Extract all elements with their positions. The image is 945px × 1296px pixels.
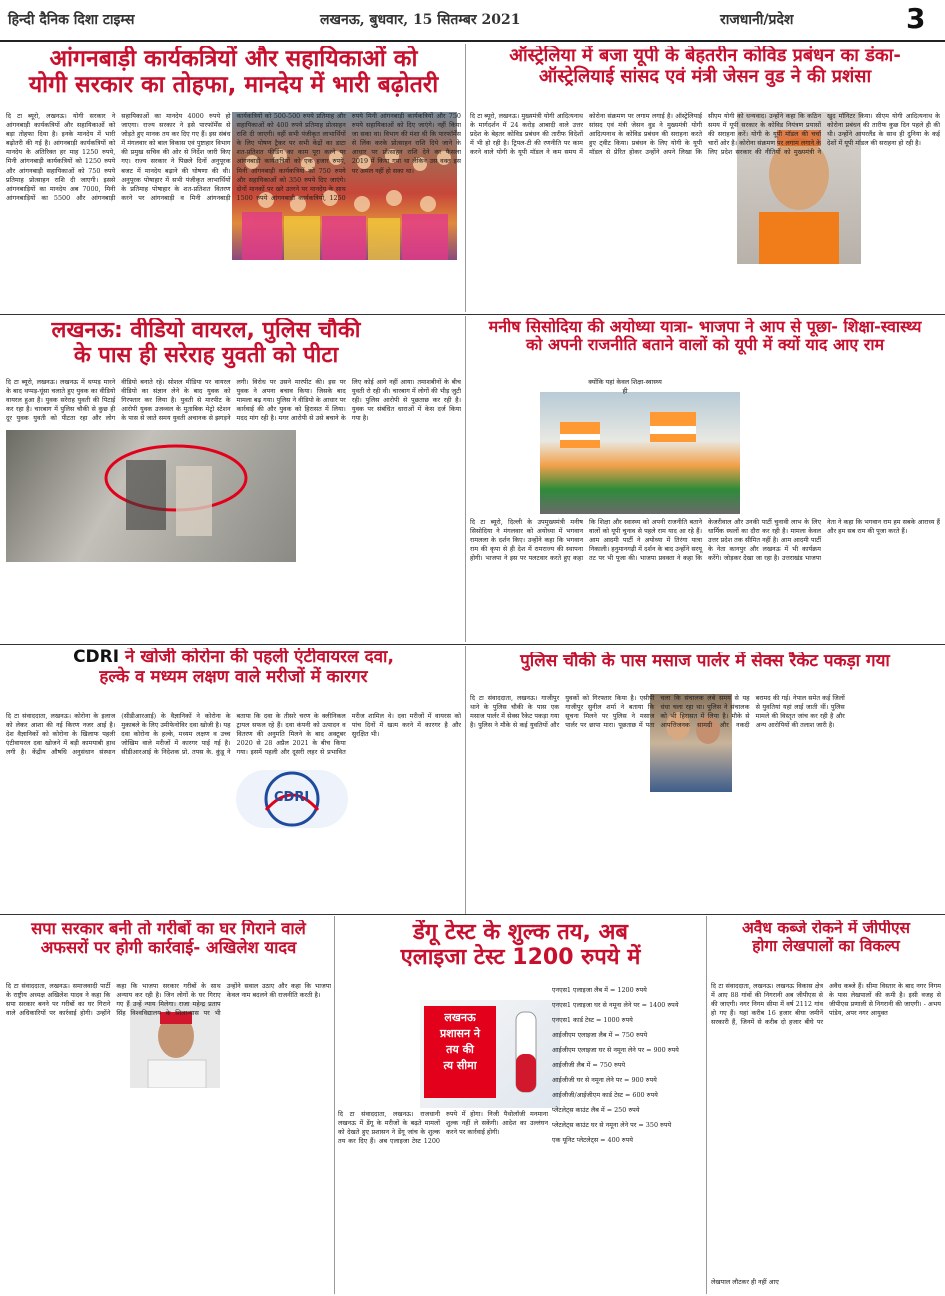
story2-headline-line1: ऑस्ट्रेलिया में बजा यूपी के बेहतरीन कोविड प्रबंधन का डंका- [509, 46, 901, 66]
story1-headline-line1: आंगनबाड़ी कार्यकत्रियों और सहायिकाओं को [49, 46, 418, 72]
story9-body: दि टा संवाददाता, लखनऊ। लखनऊ विकास क्षेत्र में आए 88 गांवों की निगरानी अब जीपीएस से की जाएगी। नगर निगम सीमा में वर्ष 2112 गांव हो गए हैं। यहां करीब 16 हजार बीघा जमीनें सरकारी हैं, जिनमें से करीब दो हजार बीघे पर अवैध कब्जे हैं। सीमा विस्तार के बाद नगर निगम के पास लेखपालों की कमी है। इसी वजह से जीपीएस प्रणाली से निगरानी की जाएगी। - अभय पांडेय, अपर नगर आयुक्त [711, 982, 941, 1027]
story8-headline-line2: एलाइजा टेस्ट 1200 रुपये में [400, 945, 641, 971]
story8-headline-line1: डेंगू टेस्ट के शुल्क तय, अब [413, 920, 628, 945]
rate-item: आईजीएम एलाइजा घर से नमूना लेने पर = 900 रुपये [552, 1045, 679, 1054]
story6-headline-text: पुलिस चौकी के पास मसाज पार्लर में सेक्स रैकेट पकड़ा गया [520, 652, 890, 671]
story9-footer-note: लेखपाल लौटकर ही नहीं आए [711, 1278, 779, 1286]
story4-headline [470, 318, 940, 374]
story6-headline [470, 652, 940, 686]
rally-image [540, 392, 740, 514]
page-number: 3 [906, 2, 926, 35]
stamp-box [424, 1006, 496, 1098]
story5-headline-line2: हल्के व मध्यम लक्षण वाले मरीजों में कारगर [99, 666, 368, 687]
story1-body: दि टा ब्यूरो, लखनऊ। योगी सरकार ने आंगनबाड़ी कार्यकत्रियों और सहायिकाओं को बड़ा तोहफा दिया है। इनके मानदेय में भारी बढ़ोतरी की गई है। आंगनबाड़ी कार्यकत्रियों को मानदेय के अतिरिक्त हर माह 1250 रुपये, मिनी आंगनबाड़ी कार्यकत्रियों को 1250 रुपये और आंगनबाड़ी सहायिकाओं को 750 रुपये प्रतिमाह प्रोत्साहन राशि दी जाएगी। इससे आंगनबाड़ियों का मानदेय अब 7000, मिनी आंगनबाड़ियों का 5500 और आंगनबाड़ी सहायिकाओं का मानदेय 4000 रुपये हो जाएगा। राज्य सरकार ने इसे पारफॉर्मेंस से जोड़ते हुए मानक तय कर दिए गए हैं। इस संबंध में मंगलवार को बाल विकास एवं पुष्टाहार विभाग की प्रमुख सचिव की ओर से निर्देश जारी किए गए। राज्य सरकार ने पिछले दिनों अनुपूरक बजट में मानदेय बढ़ाने की घोषणा की थी। अनुपूरक पोषाहार में सभी पंजीकृत लाभार्थियों के प्रतिमाह पोषाहार के शत-प्रतिशत वितरण करने पर आंगनबाड़ी व मिनी आंगनबाड़ी कार्यकत्रियों को 500-500 रुपये प्रतिमाह और सहायिकाओं को 400 रुपये प्रतिमाह प्रोत्साहन राशि दी जाएगी। वहीं सभी पंजीकृत लाभार्थियों के लिए पोषण ट्रैकर पर सभी केंद्रों का डाटा शत-प्रतिशत फीडिंग का काम पूरा करने पर आंगनबाड़ी कार्यकत्रियों को एक हजार रुपये, मिनी आंगनबाड़ी कार्यकत्रियों को 750 रुपये और सहायिकाओं को 350 रुपये दिए जाएंगे। दोनों मानकों पर खरे उतरने पर मानदेय के साथ 1500 रुपये आंगनबाड़ी कार्यकत्रियों, 1250 रुपये मिनी आंगनबाड़ी कार्यकत्रियों और 750 रुपये सहायिकाओं को दिए जाएंगे। नहीं किया जा सका था। विभाग की मंशा थी कि पारफॉर्मेंस से लिंक करके प्रोत्साहन राशि दिये जाने के आधार पर प्रोत्साहन राशि देने का फैसला 2019 में किया गया था लेकिन उस वक्त इस पर अमल नहीं हो सका था। [6, 112, 461, 202]
rate-item: आईजीजी/आईजीएम कार्ड टेस्ट = 600 रुपये [552, 1090, 658, 1099]
date-line: लखनऊ, बुधवार, 15 सितम्बर 2021 [320, 12, 521, 28]
rate-item: एनएस1 एलाइजा घर से नमूना लेने पर = 1400 रुपये [552, 1000, 679, 1009]
rate-item: प्लेटलेट्स काउंट घर से नमूना लेने पर = 350 रुपये [552, 1120, 672, 1129]
stamp-line3: तय की [446, 1042, 474, 1056]
story4-body: दि टा ब्यूरो, दिल्ली के उपमुख्यमंत्री मनीष सिसोदिया ने मंगलवार को अयोध्या में भगवान रामलला के दर्शन किए। उन्होंने कहा कि भगवान राम की कृपा से ही देश में रामराज्य की स्थापना होगी। भाजपा ने इस पर पलटवार करते हुए कहा कि शिक्षा और स्वास्थ्य को अपनी राजनीति बताने वालों को यूपी चुनाव से पहले राम याद आ रहे हैं। आम आदमी पार्टी ने अयोध्या में तिरंगा यात्रा निकाली। हनुमानगढ़ी में दर्शन के बाद उन्होंने सरयू तट पर भी पूजा की। भाजपा प्रवक्ता ने कहा कि केजरीवाल और उनकी पार्टी चुनावी लाभ के लिए धार्मिक स्थलों का दौरा कर रही है। मामला केवल उत्तर प्रदेश तक सीमित नहीं है। आम आदमी पार्टी के नेता कानपुर और लखनऊ में भी कार्यक्रम करेंगे। जोड़कर देखा जा रहा है। उत्तराखंड भाजपा नेता ने कहा कि भगवान राम हम सबके आराध्य हैं और हम सब राम की पूजा करते हैं। [470, 518, 940, 563]
story9-headline-line2: होगा लेखपालों का विकल्प [752, 936, 900, 955]
rate-item: आईजीजी लैब में = 750 रुपये [552, 1060, 626, 1069]
story7-headline-line2: अफसरों पर होगी कार्रवाई- अखिलेश यादव [40, 937, 297, 957]
story9-headline [711, 920, 941, 978]
story1-headline [6, 46, 461, 106]
stamp-line2: प्रशासन ने [439, 1026, 481, 1040]
story8-headline [338, 920, 703, 984]
story7-headline-line1: सपा सरकार बनी तो गरीबों का घर गिराने वाले [31, 920, 306, 938]
story8-rates [552, 986, 702, 1290]
stamp-line1: लखनऊ [444, 1011, 476, 1024]
story8-body: दि टा संवाददाता, लखनऊ। राजधानी लखनऊ में डेंगू के मरीजों के बढ़ते मामलों को देखते हुए प्रशासन ने डेंगू जांच के शुल्क तय कर दिए हैं। अब एलाइजा टेस्ट 1200 रुपये में होगा। निजी पैथोलॉजी मनमाना शुल्क नहीं ले सकेंगी। आदेश का उल्लंघन करने पर कार्रवाई होगी। [338, 1110, 548, 1146]
story3-headline [6, 318, 406, 374]
masthead [0, 0, 945, 42]
story2-headline-line2: ऑस्ट्रेलियाई सांसद एवं मंत्री जेसन वुड ने की प्रशंसा [538, 65, 872, 87]
stamp-line4: त्य सीमा [443, 1058, 477, 1072]
story4-headline-line1: मनीष सिसोदिया की अयोध्या यात्रा- भाजपा ने आप से पूछा- शिक्षा-स्वास्थ्य [488, 318, 922, 336]
rate-item: प्लेटलेट्स काउंट लैब में = 250 रुपये [552, 1105, 640, 1114]
rate-item: एनएस1 कार्ड टेस्ट = 1000 रुपये [552, 1015, 633, 1024]
story2-body: दि टा ब्यूरो, लखनऊ। मुख्यमंत्री योगी आदित्यनाथ के मार्गदर्शन में 24 करोड़ आबादी वाले उत्तर प्रदेश के बेहतर कोविड प्रबंधन की तारीफ विदेशों में भी हो रही है। ट्रिपल-टी की रणनीति पर काम करने वाले योगी के यूपी मॉडल ने कम समय में कोरोना संक्रमण पर लगाम लगाई है। ऑस्ट्रेलियाई सांसद एवं मंत्री जेसन वुड ने मुख्यमंत्री योगी आदित्यनाथ के कोविड प्रबंधन की सराहना करते हुए ट्वीट किया। प्रबंधन के लिए योगी के यूपी मॉडल से प्रेरित होकर उन्होंने अपने लिखा कि सीएम योगी को धन्यवाद। उन्होंने कहा कि कठिन समय में यूपी सरकार के कोविड नियंत्रण प्रयासों की सराहना करें। योगी के यूपी मॉडल की चर्चा चारों ओर है। कोरोना संक्रमण पर लगाम लगाने के लिए प्रदेश सरकार की नीतियों को मुख्यमंत्री ने खुद मॉनिटर किया। सीएम योगी आदित्यनाथ के कोरोना प्रबंधन की तारीफ कुछ दिन पहले ही की थी। उन्होंने आयरलैंड के साथ ही दुनिया के कई देशों में यूपी मॉडल की सराहना हो रही है। [470, 112, 940, 157]
story9-headline-line1: अवैध कब्जे रोकने में जीपीएस [741, 920, 911, 937]
story5-headline-line1: ने खोजी कोरोना की पहली एंटीवायरल दवा, [125, 648, 394, 667]
story1-headline-line2: योगी सरकार का तोहफा, मानदेय में भारी बढ़ोतरी [28, 72, 439, 99]
cdri-label: CDRI [73, 648, 120, 667]
paper-name: हिन्दी दैनिक दिशा टाइम्स [8, 12, 135, 28]
story5-headline [6, 648, 461, 708]
rate-item: एनएस1 एलाइजा लैब में = 1200 रुपये [552, 986, 647, 994]
story5-body: दि टा संवाददाता, लखनऊ। कोरोना के इलाज को लेकर आशा की नई किरण नजर आई है। देश वैज्ञानिकों को कोरोना के खिलाफ पहली एंटीवायरल दवा खोजने में बड़ी कामयाबी हाथ लगी है। केंद्रीय औषधि अनुसंधान संस्थान (सीडीआरआई) के वैज्ञानिकों ने कोरोना के मुकाबले के लिए उमीफेनोविर दवा खोजी है। यह दवा कोरोना के हल्के, मध्यम लक्षण व उच्च जोखिम वाले मरीजों में कारगर पाई गई है। सीडीआरआई के निदेशक प्रो. तपस के. कुंडू ने बताया कि दवा के तीसरे चरण के क्लीनिकल ट्रायल सफल रहे हैं। दवा कंपनी को उत्पादन व वितरण की अनुमति मिलने के बाद अक्टूबर 2020 से 28 अप्रैल 2021 के बीच किया गया। इसमें पहली और दूसरी लहर से प्रभावित मरीज शामिल थे। दवा मरीजों में वायरस को पांच दिनों में खत्म करने में कारगर है और सुरक्षित भी। [6, 712, 461, 757]
story6-body: दि टा संवाददाता, लखनऊ। गाजीपुर थाने के पुलिस चौकी के पास एक मसाज पार्लर में सेक्स रैकेट पकड़ा गया है। पुलिस ने मौके से कई युवतियों और युवकों को गिरफ्तार किया है। एसीपी गाजीपुर सुनील शर्मा ने बताया कि सूचना मिलने पर पुलिस ने मसाज पार्लर पर छापा मारा। पूछताछ में पता चला कि संचालक लंबे समय से यह धंधा चला रहा था। पुलिस ने संचालक को भी हिरासत में लिया है। मौके से आपत्तिजनक सामग्री और नकदी बरामद की गई। नेपाल समेत कई जिलों से युवतियां यहां लाई जाती थीं। पुलिस मामले की विस्तृत जांच कर रही है और अन्य आरोपियों की तलाश जारी है। [470, 694, 845, 730]
story2-headline [470, 46, 940, 108]
rate-item: एक यूनिट प्लेटलेट्स = 400 रुपये [552, 1135, 633, 1144]
story4-headline-line2: को अपनी राजनीति बताने वालों को यूपी में क्यों याद आए राम [525, 335, 885, 355]
story7-headline [6, 920, 331, 978]
story3-body: दि टा ब्यूरो, लखनऊ। लखनऊ में थप्पड़ मारने के बाद थप्पड़-घूंसा चलाते हुए युवक का वीडियो वायरल हुआ है। युवक सरेराह युवती की पिटाई कर रहा है। चारबाग में पुलिस चौकी से कुछ ही दूर युवक युवती को पीटता रहा और लोग वीडियो बनाते रहे। सोशल मीडिया पर वायरल वीडियो का संज्ञान लेने के बाद युवक को गिरफ्तार कर लिया है। युवती से मारपीट के आरोपी युवक उजव्वल के मुताबिक मेट्रो स्टेशन के पास से जाते समय युवती अचानक से झगड़ने लगी। विरोध पर उसने मारपीट की। इस पर युवक ने अपना बचाव किया। जिसके बाद मामला बढ़ गया। पुलिस ने वीडियो के आधार पर कार्रवाई की और युवक को हिरासत में लिया। मदद मांग रही है। मगर आरोपी से उसे बचाने के लिए कोई आगे नहीं आया। तमाशबीनों के बीच युवती रो रही थी। चारबाग में लोगों की भीड़ जुटी रही। पुलिस आरोपी से पूछताछ कर रही है। युवक पर संबंधित धाराओं में केस दर्ज किया गया है। [6, 378, 461, 423]
section-name: राजधानी/प्रदेश [720, 12, 794, 28]
cdri-logo-text: CDRI [274, 790, 310, 805]
rate-item: आईजीजी घर से नमूना लेने पर = 900 रुपये [552, 1075, 657, 1084]
story3-headline-line1: लखनऊ: वीडियो वायरल, पुलिस चौकी [51, 318, 361, 343]
story3-headline-line2: के पास ही सरेराह युवती को पीटा [73, 343, 339, 369]
story4-caption: क्योंकि यहां केवल शिक्षा-स्वास्थ्य ही [588, 378, 662, 395]
story7-body: दि टा संवाददाता, लखनऊ। समाजवादी पार्टी के राष्ट्रीय अध्यक्ष अखिलेश यादव ने कहा कि सपा सरकार बनने पर गरीबों का घर गिराने वाले अधिकारियों पर कार्रवाई होगी। उन्होंने कहा कि भाजपा सरकार गरीबों के साथ अन्याय कर रही है। जिन लोगों के घर गिराए गए हैं उन्हें न्याय मिलेगा। राजा महेन्द्र प्रताप सिंह विश्वविद्यालय के शिलान्यास पर भी उन्होंने सवाल उठाए और कहा कि भाजपा केवल नाम बदलने की राजनीति करती है। [6, 982, 331, 1018]
story4-photo-rally [540, 392, 740, 514]
rate-item: आईजीएम एलाइजा लैब में = 750 रुपये [552, 1030, 648, 1039]
story8-stamp [420, 1000, 560, 1108]
test-tube-image [500, 1004, 560, 1104]
